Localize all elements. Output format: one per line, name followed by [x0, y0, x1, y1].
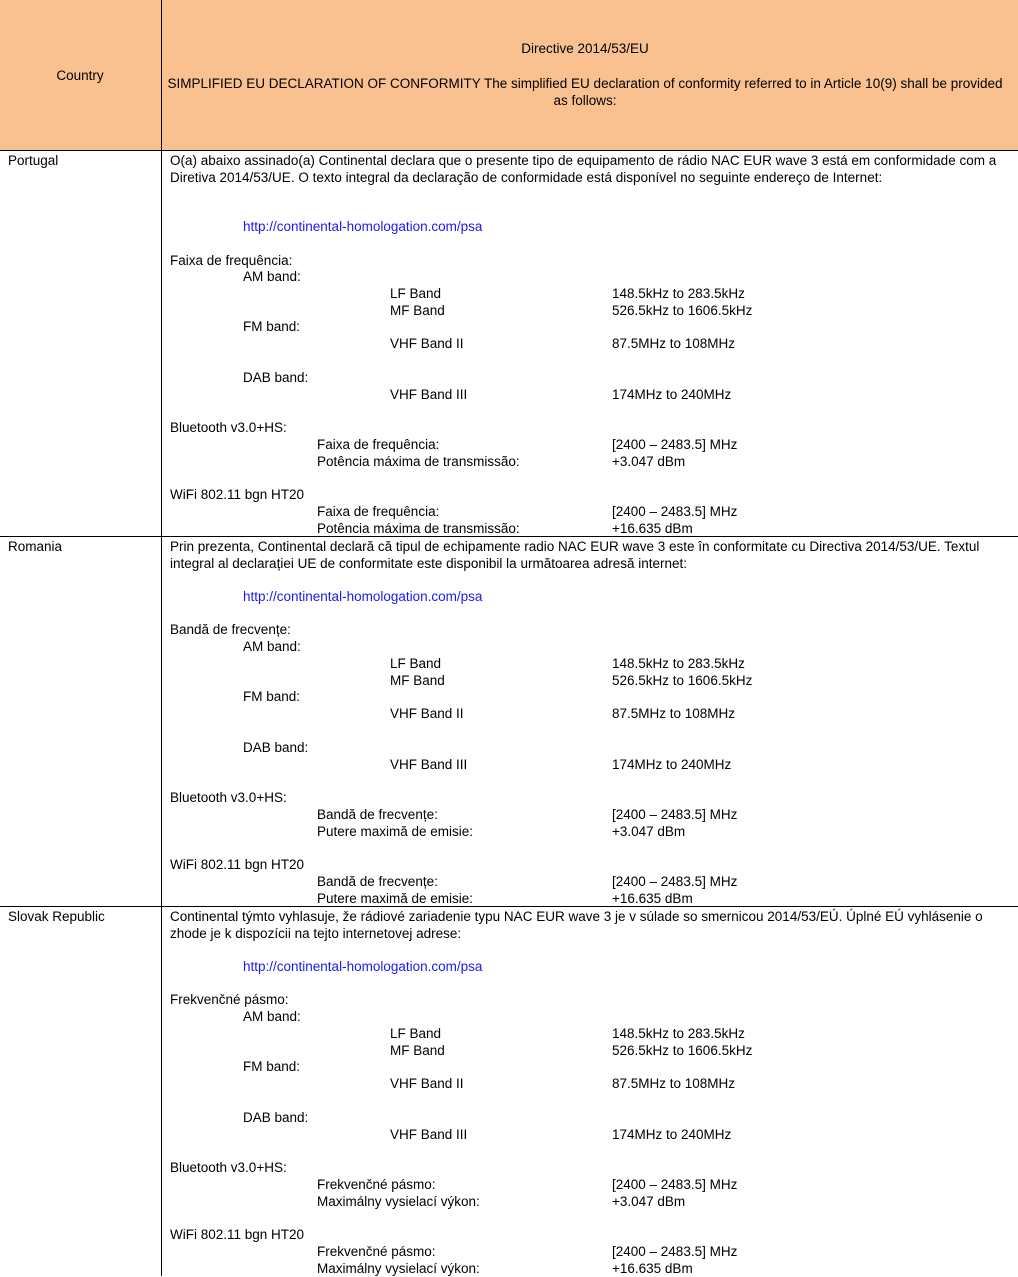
- mf-band-value: 526.5kHz to 1606.5kHz: [612, 673, 753, 688]
- wifi-frequency-value: [2400 – 2483.5] MHz: [612, 874, 738, 889]
- bluetooth-power-value: +3.047 dBm: [612, 454, 686, 469]
- wifi-label: WiFi 802.11 bgn HT20: [170, 857, 305, 872]
- table-row-slovak-republic: [0, 906, 1018, 1276]
- declaration-text: O(a) abaixo assinado(a) Continental declara que o presente tipo de equipamento de rádio NAC EUR wave 3 está em conformidade com a Diretiva 2014/53/UE. O texto integral da declaração de conformidade está disponível no seguinte endereço de Internet:: [170, 153, 997, 185]
- vhf-band-ii-value: 87.5MHz to 108MHz: [612, 1076, 736, 1091]
- mf-band-label: MF Band: [390, 1043, 445, 1058]
- frequency-heading: Frekvenčné pásmo:: [170, 992, 289, 1007]
- country-name: Slovak Republic: [8, 909, 105, 924]
- lf-band-value: 148.5kHz to 283.5kHz: [612, 286, 745, 301]
- bluetooth-frequency-label: Faixa de frequência:: [317, 437, 440, 452]
- dab-band-label: DAB band:: [243, 370, 309, 385]
- homologation-link[interactable]: http://continental-homologation.com/psa: [243, 959, 483, 974]
- bluetooth-frequency-value: [2400 – 2483.5] MHz: [612, 807, 738, 822]
- vhf-band-iii-value: 174MHz to 240MHz: [612, 387, 732, 402]
- bluetooth-frequency-value: [2400 – 2483.5] MHz: [612, 437, 738, 452]
- declaration-description: SIMPLIFIED EU DECLARATION OF CONFORMITY The simplified EU declaration of conformity referred to in Article 10(9) shall be provided as follows:: [167, 76, 1003, 108]
- wifi-frequency-label: Faixa de frequência:: [317, 504, 440, 519]
- bluetooth-power-value: +3.047 dBm: [612, 1194, 686, 1209]
- frequency-heading: Bandă de frecvențe:: [170, 622, 291, 637]
- dab-band-label: DAB band:: [243, 740, 309, 755]
- bluetooth-frequency-value: [2400 – 2483.5] MHz: [612, 1177, 738, 1192]
- wifi-power-label: Putere maximă de emisie:: [317, 891, 474, 906]
- country-column-header: [0, 0, 160, 150]
- vhf-band-iii-label: VHF Band III: [390, 757, 468, 772]
- fm-band-label: FM band:: [243, 1059, 301, 1074]
- am-band-label: AM band:: [243, 1009, 301, 1024]
- vhf-band-ii-value: 87.5MHz to 108MHz: [612, 336, 736, 351]
- table-header: [0, 0, 1018, 150]
- country-name: Romania: [8, 539, 63, 554]
- homologation-link[interactable]: http://continental-homologation.com/psa: [243, 589, 483, 604]
- wifi-power-label: Maximálny vysielací výkon:: [317, 1261, 480, 1276]
- bluetooth-power-value: +3.047 dBm: [612, 824, 686, 839]
- wifi-label: WiFi 802.11 bgn HT20: [170, 1227, 305, 1242]
- lf-band-label: LF Band: [390, 1026, 442, 1041]
- bluetooth-power-label: Maximálny vysielací výkon:: [317, 1194, 480, 1209]
- am-band-label: AM band:: [243, 639, 301, 654]
- bluetooth-label: Bluetooth v3.0+HS:: [170, 790, 287, 805]
- vhf-band-iii-label: VHF Band III: [390, 1127, 468, 1142]
- vhf-band-iii-value: 174MHz to 240MHz: [612, 757, 732, 772]
- table-row-portugal: [0, 150, 1018, 536]
- wifi-power-value: +16.635 dBm: [612, 1261, 693, 1276]
- country-name: Portugal: [8, 153, 59, 168]
- wifi-power-value: +16.635 dBm: [612, 521, 693, 536]
- lf-band-label: LF Band: [390, 286, 442, 301]
- frequency-heading: Faixa de frequência:: [170, 253, 293, 268]
- declaration-text: Continental týmto vyhlasuje, že rádiové zariadenie typu NAC EUR wave 3 je v súlade so smernicou 2014/53/EÚ. Úplné EÚ vyhlásenie o zhode je k dispozícii na tejto internetovej adrese:: [170, 909, 983, 941]
- vhf-band-ii-label: VHF Band II: [390, 1076, 464, 1091]
- wifi-frequency-label: Frekvenčné pásmo:: [317, 1244, 436, 1259]
- dab-band-label: DAB band:: [243, 1110, 309, 1125]
- vhf-band-ii-label: VHF Band II: [390, 706, 464, 721]
- vhf-band-iii-label: VHF Band III: [390, 387, 468, 402]
- vhf-band-ii-label: VHF Band II: [390, 336, 464, 351]
- homologation-link[interactable]: http://continental-homologation.com/psa: [243, 219, 483, 234]
- mf-band-value: 526.5kHz to 1606.5kHz: [612, 303, 753, 318]
- wifi-power-value: +16.635 dBm: [612, 891, 693, 906]
- wifi-power-label: Potência máxima de transmissão:: [317, 521, 520, 536]
- mf-band-label: MF Band: [390, 673, 445, 688]
- fm-band-label: FM band:: [243, 319, 301, 334]
- wifi-frequency-label: Bandă de frecvențe:: [317, 874, 438, 889]
- mf-band-value: 526.5kHz to 1606.5kHz: [612, 1043, 753, 1058]
- lf-band-value: 148.5kHz to 283.5kHz: [612, 656, 745, 671]
- bluetooth-label: Bluetooth v3.0+HS:: [170, 1160, 287, 1175]
- lf-band-value: 148.5kHz to 283.5kHz: [612, 1026, 745, 1041]
- wifi-frequency-value: [2400 – 2483.5] MHz: [612, 1244, 738, 1259]
- bluetooth-frequency-label: Bandă de frecvențe:: [317, 807, 438, 822]
- lf-band-label: LF Band: [390, 656, 442, 671]
- bluetooth-label: Bluetooth v3.0+HS:: [170, 420, 287, 435]
- declaration-text: Prin prezenta, Continental declară că tipul de echipamente radio NAC EUR wave 3 este în conformitate cu Directiva 2014/53/UE. Textul integral al declarației UE de conformitate este disponibil la următoarea adresă internet:: [170, 539, 980, 571]
- mf-band-label: MF Band: [390, 303, 445, 318]
- table-row-romania: [0, 536, 1018, 906]
- country-header-label: Country: [56, 67, 104, 83]
- vhf-band-iii-value: 174MHz to 240MHz: [612, 1127, 732, 1142]
- bluetooth-power-label: Putere maximă de emisie:: [317, 824, 474, 839]
- vhf-band-ii-value: 87.5MHz to 108MHz: [612, 706, 736, 721]
- directive-title: Directive 2014/53/EU: [521, 41, 649, 56]
- wifi-frequency-value: [2400 – 2483.5] MHz: [612, 504, 738, 519]
- am-band-label: AM band:: [243, 269, 301, 284]
- fm-band-label: FM band:: [243, 689, 301, 704]
- bluetooth-power-label: Potência máxima de transmissão:: [317, 454, 520, 469]
- declaration-column-header: [162, 0, 1008, 150]
- bluetooth-frequency-label: Frekvenčné pásmo:: [317, 1177, 436, 1192]
- wifi-label: WiFi 802.11 bgn HT20: [170, 487, 305, 502]
